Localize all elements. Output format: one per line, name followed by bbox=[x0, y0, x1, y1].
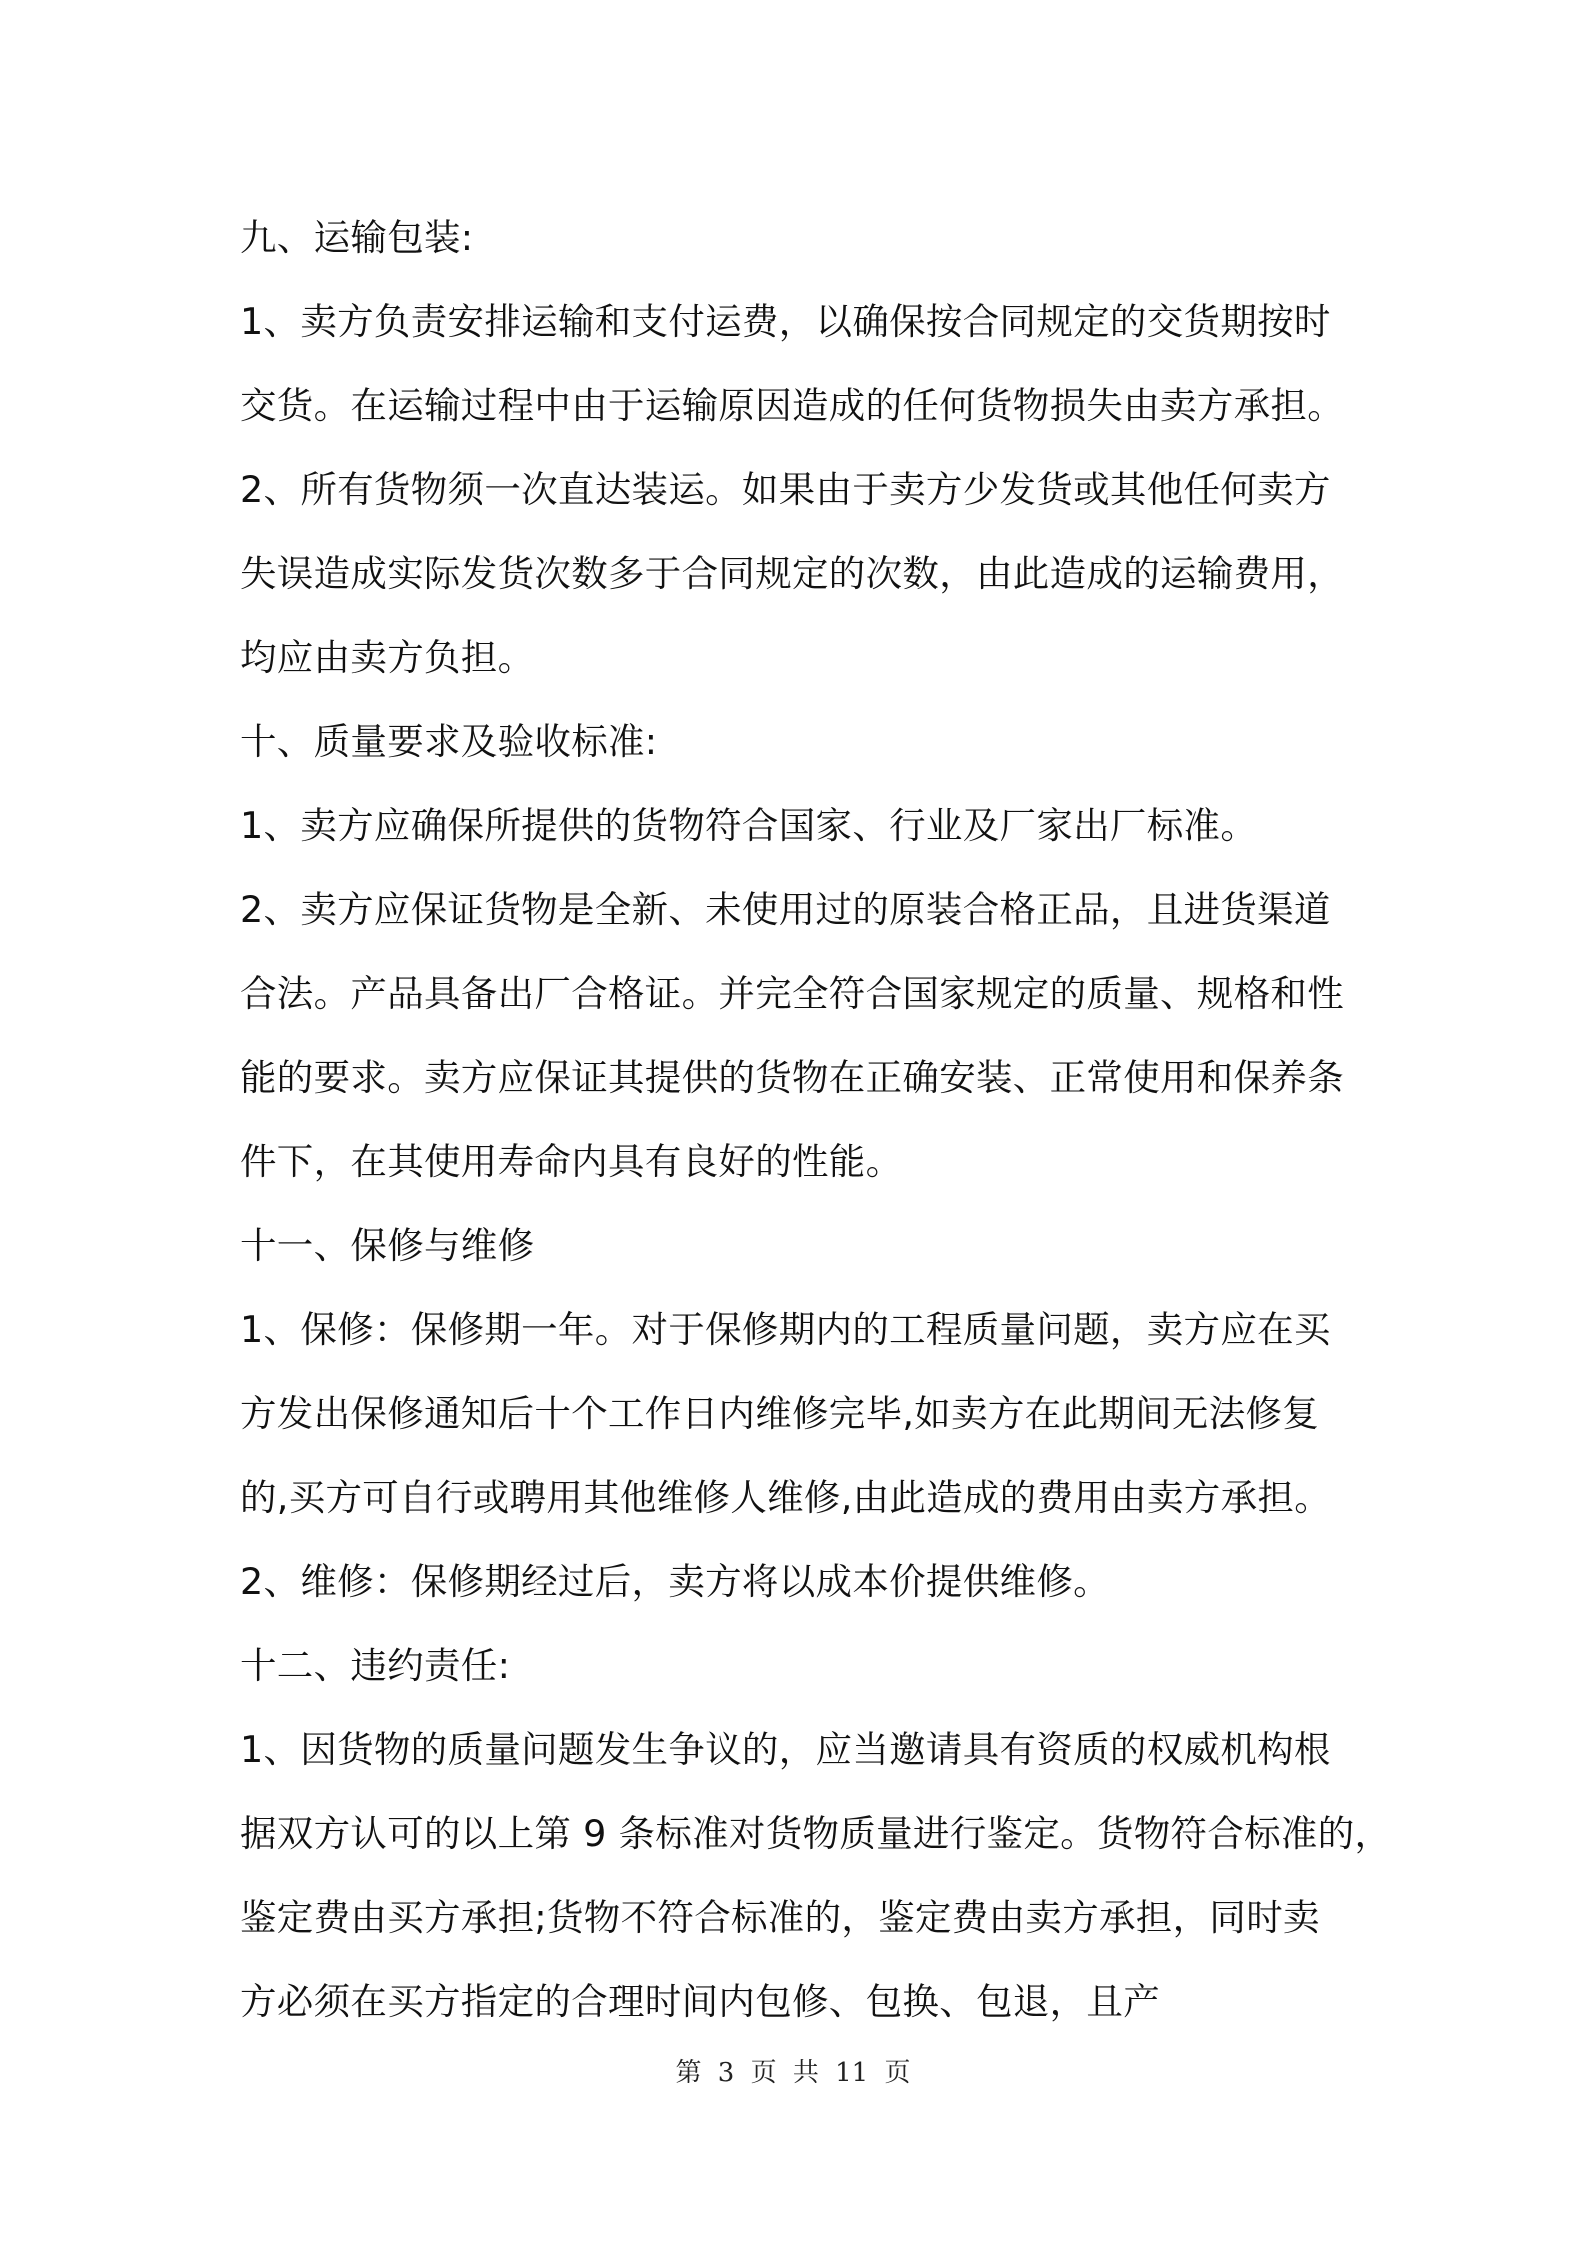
text-line: 2、所有货物须一次直达装运。如果由于卖方少发货或其他任何卖方 bbox=[240, 468, 1331, 511]
text-line: 失误造成实际发货次数多于合同规定的次数，由此造成的运输费用， bbox=[240, 552, 1344, 595]
text-line: 件下，在其使用寿命内具有良好的性能。 bbox=[240, 1140, 903, 1183]
text-line: 1、卖方应确保所提供的货物符合国家、行业及厂家出厂标准。 bbox=[240, 804, 1258, 847]
text-line: 的,买方可自行或聘用其他维修人维修,由此造成的费用由卖方承担。 bbox=[240, 1476, 1332, 1519]
text-line: 方必须在买方指定的合理时间内包修、包换、包退，且产 bbox=[240, 1980, 1160, 2023]
text-line: 1、因货物的质量问题发生争议的，应当邀请具有资质的权威机构根 bbox=[240, 1728, 1331, 1771]
text-line: 均应由卖方负担。 bbox=[240, 636, 535, 679]
section-heading-9: 九、运输包装: bbox=[240, 216, 474, 259]
page-number-footer: 第 3 页 共 11 页 bbox=[675, 2058, 911, 2088]
text-line: 1、保修：保修期一年。对于保修期内的工程质量问题，卖方应在买 bbox=[240, 1308, 1331, 1351]
document-body bbox=[240, 196, 1392, 2044]
text-line: 据双方认可的以上第 9 条标准对货物质量进行鉴定。货物符合标准的， bbox=[240, 1812, 1392, 1855]
text-line: 交货。在运输过程中由于运输原因造成的任何货物损失由卖方承担。 bbox=[240, 384, 1344, 427]
text-line: 鉴定费由买方承担;货物不符合标准的，鉴定费由卖方承担，同时卖 bbox=[240, 1896, 1320, 1939]
text-line: 2、维修：保修期经过后，卖方将以成本价提供维修。 bbox=[240, 1560, 1110, 1603]
text-line: 2、卖方应保证货物是全新、未使用过的原装合格正品，且进货渠道 bbox=[240, 888, 1331, 931]
text-line: 能的要求。卖方应保证其提供的货物在正确安装、正常使用和保养条 bbox=[240, 1056, 1344, 1099]
text-line: 方发出保修通知后十个工作日内维修完毕,如卖方在此期间无法修复 bbox=[240, 1392, 1320, 1435]
section-heading-12: 十二、违约责任: bbox=[240, 1644, 511, 1687]
section-heading-10: 十、质量要求及验收标准: bbox=[240, 720, 658, 763]
section-heading-11: 十一、保修与维修 bbox=[240, 1224, 535, 1267]
text-line: 1、卖方负责安排运输和支付运费，以确保按合同规定的交货期按时 bbox=[240, 300, 1331, 343]
text-line: 合法。产品具备出厂合格证。并完全符合国家规定的质量、规格和性 bbox=[240, 972, 1344, 1015]
